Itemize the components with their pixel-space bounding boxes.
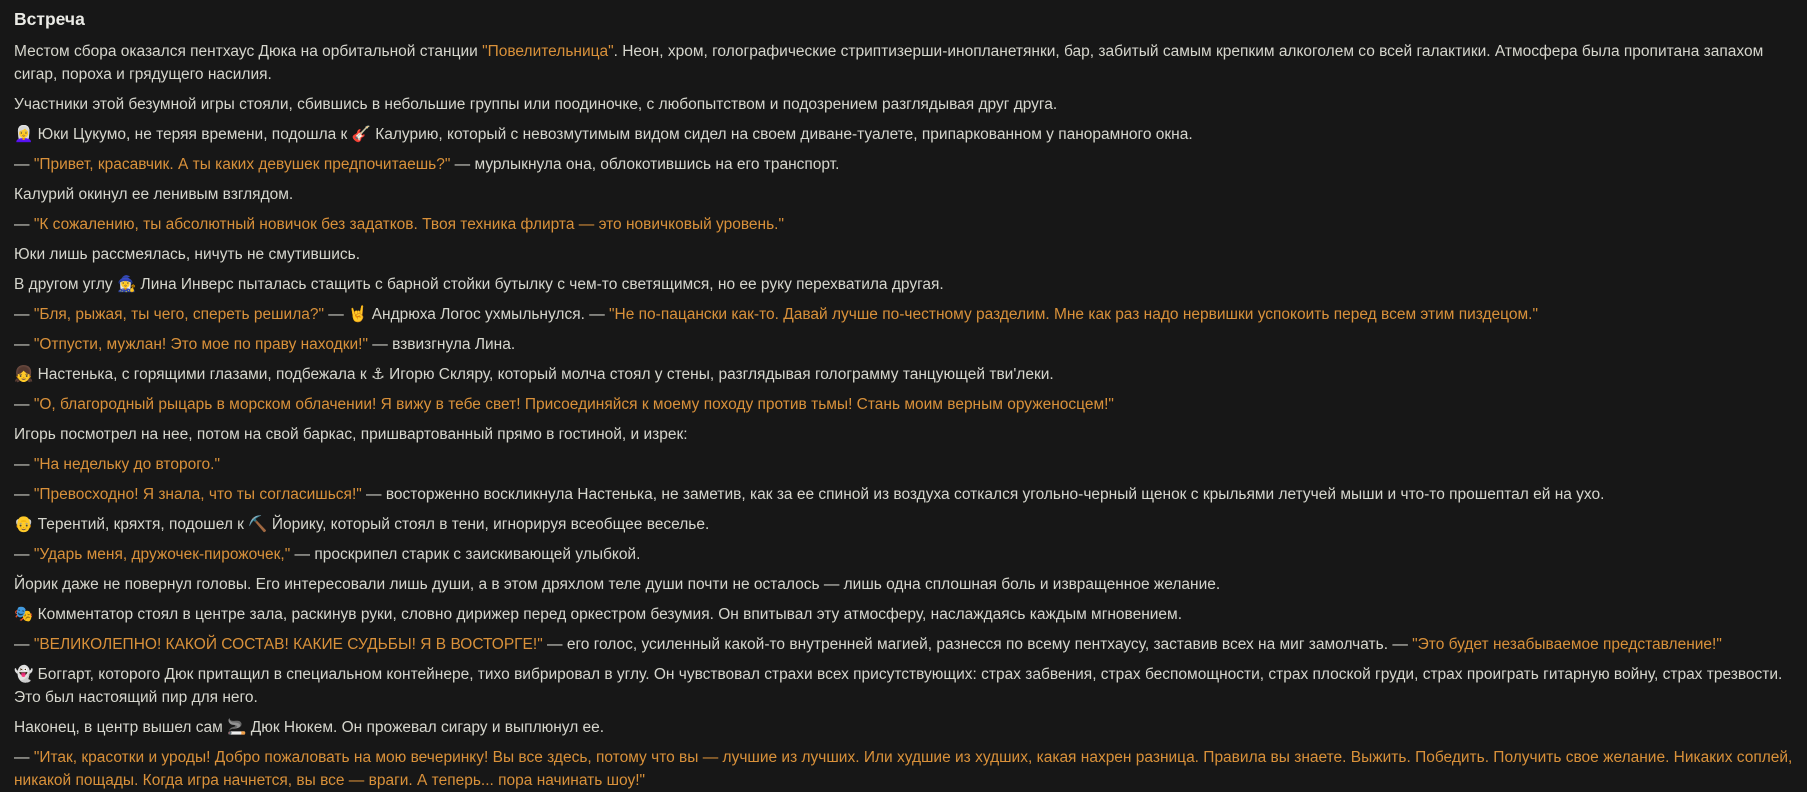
story-paragraph — [14, 363, 1793, 386]
quoted-speech: "Итак, красотки и уроды! Добро пожаловать на мою вечеринку! Вы все здесь, потому что вы — лучшие из лучших. Или худшие из худших, какая нахрен разница. Правила вы знаете. Выжить. Победить. Получить свое желание. Никаких соплей, никакой пощады. Когда игра начнется, вы все — враги. А теперь... пора начинать шоу!" — [14, 749, 1793, 789]
narration-text: . Неон, хром, голографические стриптизерши-инопланетянки, бар, забитый самым крепким алкоголем со всей галактики. Атмосфера была пропитана запахом сигар, пороха и грядущего насилия. — [14, 43, 1764, 83]
narration-text: — взвизгнула Лина. — [367, 336, 516, 353]
quoted-speech: "Это будет незабываемое представление!" — [1412, 636, 1722, 653]
story-paragraph — [14, 663, 1793, 709]
story-paragraph — [14, 40, 1793, 86]
story-paragraph — [14, 183, 1793, 206]
narration-text: Наконец, в центр вышел сам 🚬 Дюк Нюкем. Он прожевал сигару и выплюнул ее. — [14, 719, 605, 736]
story-paragraph — [14, 333, 1793, 356]
story-paragraph — [14, 93, 1793, 116]
narration-text: — — [14, 486, 34, 503]
story-paragraph — [14, 543, 1793, 566]
story-paragraph — [14, 453, 1793, 476]
story-paragraph — [14, 213, 1793, 236]
quoted-speech: "Привет, красавчик. А ты каких девушек предпочитаешь?" — [33, 156, 451, 173]
story-paragraph — [14, 483, 1793, 506]
narration-text: 👩‍🦳 Юки Цукумо, не теряя времени, подошла к 🎸 Калурию, который с невозмутимым видом сидел на своем диване-туалете, припаркованном у панорамного окна. — [14, 126, 1193, 143]
story-paragraph — [14, 633, 1793, 656]
story-paragraph — [14, 513, 1793, 536]
quoted-speech: "Не по-пацански как-то. Давай лучше по-честному разделим. Мне как раз надо нервишки успокоить перед всем этим пиздецом." — [609, 306, 1538, 323]
quoted-speech: "ВЕЛИКОЛЕПНО! КАКОЙ СОСТАВ! КАКИЕ СУДЬБЫ! Я В ВОСТОРГЕ!" — [33, 636, 543, 653]
story-paragraph — [14, 716, 1793, 739]
narration-text: — — [14, 456, 34, 473]
story-paragraph — [14, 303, 1793, 326]
narration-text: Игорь посмотрел на нее, потом на свой баркас, пришвартованный прямо в гостиной, и изрек: — [14, 426, 688, 443]
story-paragraph — [14, 273, 1793, 296]
story-paragraph — [14, 603, 1793, 626]
story-paragraphs — [14, 40, 1793, 792]
story-paragraph — [14, 123, 1793, 146]
narration-text: — — [14, 306, 34, 323]
narration-text: 👴 Терентий, кряхтя, подошел к ⛏️ Йорику, который стоял в тени, игнорируя всеобщее веселье. — [14, 516, 710, 533]
quoted-speech: "Превосходно! Я знала, что ты согласишься!" — [33, 486, 362, 503]
narration-text: Юки лишь рассмеялась, ничуть не смутившись. — [14, 246, 360, 263]
narration-text: Местом сбора оказался пентхаус Дюка на орбитальной станции — [14, 43, 483, 60]
page-title: Встреча — [14, 9, 85, 29]
narration-text: 👧 Настенька, с горящими глазами, подбежала к ⚓ Игорю Скляру, который молча стоял у стены, разглядывая голограмму танцующей тви'леки. — [14, 366, 1054, 383]
story-paragraph — [14, 746, 1793, 792]
narration-text: — — [14, 749, 34, 766]
narration-text: 🎭 Комментатор стоял в центре зала, раскинув руки, словно дирижер перед оркестром безумия. Он впитывал эту атмосферу, наслаждаясь каждым мгновением. — [14, 606, 1183, 623]
narration-text: — — [14, 216, 34, 233]
narration-text: — — [14, 156, 34, 173]
narration-text: — проскрипел старик с заискивающей улыбкой. — [290, 546, 641, 563]
quoted-speech: "Бля, рыжая, ты чего, спереть решила?" — [33, 306, 324, 323]
story-paragraph — [14, 393, 1793, 416]
story-paragraph — [14, 573, 1793, 596]
narration-text: — его голос, усиленный какой-то внутренней магией, разнесся по всему пентхаусу, заставив всех на миг замолчать. — — [542, 636, 1413, 653]
narration-text: — мурлыкнула она, облокотившись на его транспорт. — [450, 156, 840, 173]
narration-text: В другом углу 🧙‍♀️ Лина Инверс пыталась стащить с барной стойки бутылку с чем-то светящимся, но ее руку перехватила другая. — [14, 276, 944, 293]
narration-text: — — [14, 336, 34, 353]
quoted-speech: "Отпусти, мужлан! Это мое по праву находки!" — [33, 336, 368, 353]
narration-text: — — [14, 636, 34, 653]
narration-text: — восторженно воскликнула Настенька, не заметив, как за ее спиной из воздуха соткался угольно-черный щенок с крыльями летучей мыши и что-то прошептал ей на ухо. — [361, 486, 1605, 503]
narration-text: — 🤘 Андрюха Логос ухмыльнулся. — — [324, 306, 610, 323]
quoted-speech: "Повелительница" — [482, 43, 614, 60]
quoted-speech: "На недельку до второго." — [33, 456, 220, 473]
narration-text: Калурий окинул ее ленивым взглядом. — [14, 186, 294, 203]
narration-text: — — [14, 546, 34, 563]
narration-text: 👻 Боггарт, которого Дюк притащил в специальном контейнере, тихо вибрировал в углу. Он чувствовал страхи всех присутствующих: страх забвения, страх беспомощности, страх плоской груди, страх проиграть гитарную войну, страх трезвости. Это был настоящий пир для него. — [14, 666, 1783, 706]
quoted-speech: "К сожалению, ты абсолютный новичок без задатков. Твоя техника флирта — это новичковый уровень." — [33, 216, 784, 233]
story-content — [14, 8, 1793, 792]
narration-text: Участники этой безумной игры стояли, сбившись в небольшие группы или поодиночке, с любопытством и подозрением разглядывая друг друга. — [14, 96, 1058, 113]
story-paragraph — [14, 243, 1793, 266]
quoted-speech: "Ударь меня, дружочек-пирожочек," — [33, 546, 291, 563]
narration-text: Йорик даже не повернул головы. Его интересовали лишь души, а в этом дряхлом теле души почти не осталось — лишь одна сплошная боль и извращенное желание. — [14, 576, 1221, 593]
story-paragraph — [14, 153, 1793, 176]
story-paragraph — [14, 423, 1793, 446]
quoted-speech: "О, благородный рыцарь в морском облачении! Я вижу в тебе свет! Присоединяйся к моему походу против тьмы! Стань моим верным оруженосцем!" — [33, 396, 1114, 413]
narration-text: — — [14, 396, 34, 413]
